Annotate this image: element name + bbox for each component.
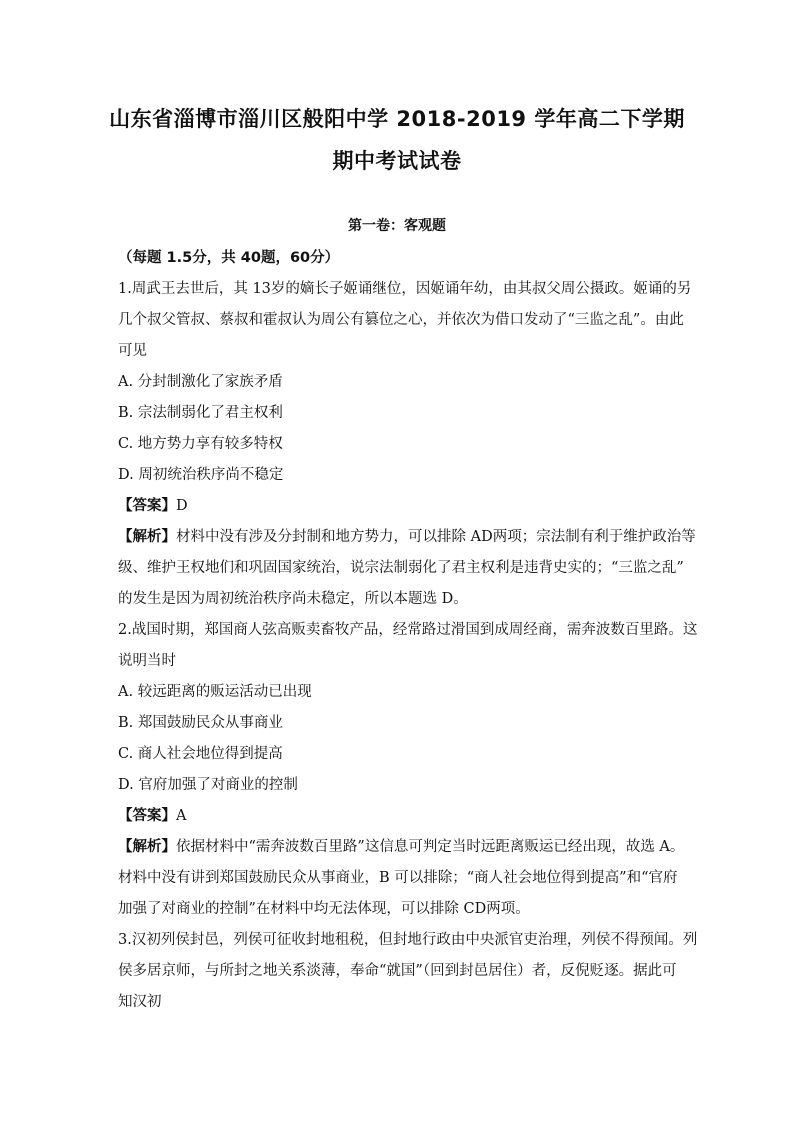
question-1 (118, 274, 696, 615)
option-c: C. 地方势力享有较多特权 (118, 436, 283, 452)
analysis-line (118, 522, 696, 553)
analysis-text: 材料中没有讲到郑国鼓励民众从事商业，B 可以排除；“商人社会地位得到提高”和“官府 (118, 870, 678, 886)
answer-label: 【答案】 (118, 808, 176, 824)
analysis-text: 材料中没有涉及分封制和地方势力，可以排除 AD两项；宗法制有利于维护政治等 (176, 529, 696, 545)
analysis-label: 【解析】 (118, 529, 176, 545)
option-b: B. 宗法制弱化了君主权利 (118, 405, 283, 421)
instructions: （每题 1.5分，共 40题，60分） (118, 250, 340, 266)
question-3 (118, 925, 698, 1018)
question-stem-line: 知汉初 (118, 994, 162, 1010)
question-stem-line: 侯多居京师，与所封之地关系淡薄，奉命“就国”（回到封邑居住）者，反倪贬逐。据此可 (118, 963, 677, 979)
option-a: A. 较远距离的贩运活动已出现 (118, 684, 312, 700)
document-title-line-2: 期中考试试卷 (332, 149, 462, 173)
question-content (118, 243, 698, 1018)
question-stem-line: 说明当时 (118, 653, 176, 669)
analysis-text: 依据材料中“需奔波数百里路”这信息可判定当时远距离贩运已经出现，故选 A。 (176, 839, 685, 855)
question-stem-line: 可见 (118, 343, 147, 359)
option-b: B. 郑国鼓励民众从事商业 (118, 715, 283, 731)
document-title-line-1: 山东省淄博市淄川区般阳中学 2018-2019 学年高二下学期 (109, 107, 685, 131)
question-stem-line: 几个叔父管叔、蔡叔和霍叔认为周公有篡位之心，并依次为借口发动了“三监之乱”。由此 (118, 312, 684, 328)
analysis-line (118, 832, 685, 863)
question-stem-line: 2.战国时期，郑国商人弦高贩卖畜牧产品，经常路过滑国到成周经商，需奔波数百里路。这 (118, 622, 698, 638)
analysis-text: 的发生是因为周初统治秩序尚未稳定，所以本题选 D。 (118, 591, 468, 607)
question-2 (118, 615, 698, 925)
answer-value: A (176, 808, 187, 824)
option-a: A. 分封制激化了家族矛盾 (118, 374, 283, 390)
answer-value: D (176, 498, 188, 514)
question-stem-line: 3.汉初列侯封邑，列侯可征收封地租税，但封地行政由中央派官吏治理，列侯不得预闻。列 (118, 932, 698, 948)
section-title: 第一卷：客观题 (348, 218, 446, 234)
analysis-label: 【解析】 (118, 839, 176, 855)
option-d: D. 官府加强了对商业的控制 (118, 777, 298, 793)
analysis-text: 加强了对商业的控制”在材料中均无法体现，可以排除 CD两项。 (118, 901, 530, 917)
option-c: C. 商人社会地位得到提高 (118, 746, 283, 762)
answer-line (118, 491, 678, 522)
answer-label: 【答案】 (118, 498, 176, 514)
analysis-text: 级、维护王权地们和巩固国家统治，说宗法制弱化了君主权利是违背史实的；“三监之乱” (118, 560, 684, 576)
option-d: D. 周初统治秩序尚不稳定 (118, 467, 284, 483)
question-stem-line: 1.周武王去世后，其 13岁的嫡长子姬诵继位，因姬诵年幼，由其叔父周公摄政。姬诵的另 (118, 281, 692, 297)
answer-line (118, 801, 678, 832)
